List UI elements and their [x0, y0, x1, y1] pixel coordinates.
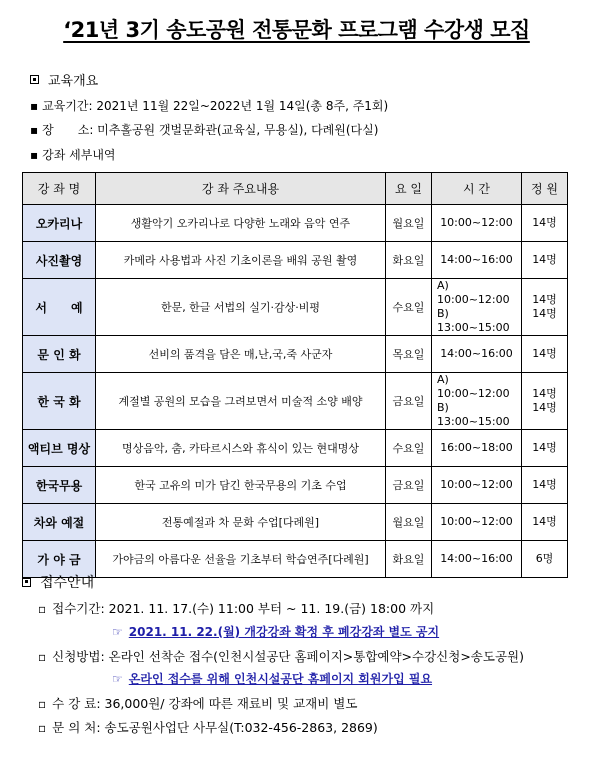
reception-heading-label: 접수안내	[40, 575, 95, 591]
course-name-cell: 액티브 명상	[23, 430, 96, 467]
course-capacity-cell	[522, 205, 568, 242]
header-time: 시 간	[432, 173, 522, 205]
pointing-arrow-icon: ☞	[112, 672, 123, 686]
table-row	[23, 336, 568, 373]
course-capacity-cell	[522, 279, 568, 336]
course-time-slot: 10:00~12:00	[440, 478, 513, 491]
course-desc-cell: 한국 고유의 미가 담긴 한국무용의 기초 수업	[96, 467, 386, 504]
course-time-slot: 10:00~12:00	[440, 216, 513, 229]
table-row	[23, 467, 568, 504]
table-row	[23, 373, 568, 430]
pointing-arrow-icon: ☞	[112, 625, 123, 639]
course-name-cell: 서 예	[23, 279, 96, 336]
course-time-cell	[432, 373, 522, 430]
course-day-cell: 목요일	[386, 336, 432, 373]
course-capacity-value: 14명	[532, 401, 557, 414]
square-bullet-icon	[22, 578, 31, 587]
course-time-cell	[432, 504, 522, 541]
course-time-slot: 16:00~18:00	[440, 441, 513, 454]
course-capacity-value: 14명	[532, 216, 557, 229]
course-time-cell	[432, 336, 522, 373]
table-row	[23, 242, 568, 279]
course-capacity-value: 14명	[532, 307, 557, 320]
course-name-cell: 문 인 화	[23, 336, 96, 373]
small-bullet-icon: ▫	[38, 697, 47, 711]
course-name-cell: 차와 예절	[23, 504, 96, 541]
table-row	[23, 541, 568, 578]
course-capacity-cell	[522, 373, 568, 430]
bullet-icon: ▪	[30, 123, 39, 137]
course-name-cell: 가 야 금	[23, 541, 96, 578]
course-desc-cell: 한문, 한글 서법의 실기·감상·비평	[96, 279, 386, 336]
course-name-cell: 한 국 화	[23, 373, 96, 430]
course-table	[22, 172, 568, 578]
course-capacity-cell	[522, 242, 568, 279]
bullet-icon: ▪	[30, 99, 39, 113]
course-day-cell: 수요일	[386, 430, 432, 467]
course-desc-cell: 계절별 공원의 모습을 그려보면서 미술적 소양 배양	[96, 373, 386, 430]
header-capacity: 정 원	[522, 173, 568, 205]
reception-fee: ▫ 수 강 료: 36,000원/ 강좌에 따른 재료비 및 교재비 별도	[38, 696, 358, 711]
course-desc-cell: 생활악기 오카리나로 다양한 노래와 음악 연주	[96, 205, 386, 242]
course-desc-cell: 명상음악, 춤, 카타르시스와 휴식이 있는 현대명상	[96, 430, 386, 467]
course-time-cell	[432, 430, 522, 467]
course-capacity-value: 14명	[532, 253, 557, 266]
course-time-slot: 10:00~12:00	[440, 515, 513, 528]
bullet-icon: ▪	[30, 148, 39, 162]
small-bullet-icon: ▫	[38, 602, 47, 616]
course-capacity-cell	[522, 541, 568, 578]
reception-contact: ▫ 문 의 처: 송도공원사업단 사무실(T:032-456-2863, 2869)	[38, 720, 378, 735]
course-name-cell: 사진촬영	[23, 242, 96, 279]
course-day-cell: 금요일	[386, 373, 432, 430]
course-capacity-value: 6명	[535, 552, 554, 565]
course-capacity-cell	[522, 467, 568, 504]
course-time-slot: 14:00~16:00	[440, 253, 513, 266]
header-day: 요 일	[386, 173, 432, 205]
course-time-slot: B) 13:00~15:00	[437, 307, 510, 334]
table-row	[23, 504, 568, 541]
header-course-name: 강 좌 명	[23, 173, 96, 205]
course-capacity-value: 14명	[532, 387, 557, 400]
course-capacity-value: 14명	[532, 515, 557, 528]
course-day-cell: 금요일	[386, 467, 432, 504]
course-time-slot: B) 13:00~15:00	[437, 401, 510, 428]
course-capacity-value: 14명	[532, 441, 557, 454]
course-time-cell	[432, 205, 522, 242]
overview-heading	[30, 70, 98, 89]
course-time-slot: 14:00~16:00	[440, 347, 513, 360]
reception-period: ▫ 접수기간: 2021. 11. 17.(수) 11:00 부터 ~ 11. 19.(금) 18:00 까지	[38, 601, 435, 616]
small-bullet-icon: ▫	[38, 721, 47, 735]
course-time-cell	[432, 541, 522, 578]
course-desc-cell: 가야금의 아름다운 선율을 기초부터 학습연주[다례원]	[96, 541, 386, 578]
reception-period-note: ☞ 2021. 11. 22.(월) 개강강좌 확정 후 폐강강좌 별도 공지	[112, 625, 440, 639]
overview-item-location: ▪ 장 소: 미추홀공원 갯벌문화관(교육실, 무용실), 다례원(다실)	[30, 123, 379, 137]
course-desc-cell: 카메라 사용법과 사진 기초이론을 배워 공원 촬영	[96, 242, 386, 279]
header-course-content: 강 좌 주요내용	[96, 173, 386, 205]
table-row	[23, 430, 568, 467]
course-day-cell: 월요일	[386, 205, 432, 242]
overview-item-period: ▪ 교육기간: 2021년 11월 22일~2022년 1월 14일(총 8주, 주1회)	[30, 99, 389, 113]
course-name-cell: 오카리나	[23, 205, 96, 242]
course-day-cell: 월요일	[386, 504, 432, 541]
table-header-row	[23, 173, 568, 205]
overview-item-details: ▪ 강좌 세부내역	[30, 148, 116, 162]
reception-method-note: ☞ 온라인 접수를 위해 인천시설공단 홈페이지 회원가입 필요	[112, 672, 433, 686]
page-title: ‘21년 3기 송도공원 전통문화 프로그램 수강생 모집	[63, 18, 530, 42]
course-capacity-cell	[522, 430, 568, 467]
course-desc-cell: 전통예절과 차 문화 수업[다례원]	[96, 504, 386, 541]
course-capacity-cell	[522, 504, 568, 541]
course-time-slot: A) 10:00~12:00	[437, 279, 510, 306]
course-time-cell	[432, 242, 522, 279]
course-time-slot: 14:00~16:00	[440, 552, 513, 565]
small-bullet-icon: ▫	[38, 650, 47, 664]
table-row	[23, 205, 568, 242]
course-day-cell: 화요일	[386, 541, 432, 578]
course-day-cell: 화요일	[386, 242, 432, 279]
course-time-slot: A) 10:00~12:00	[437, 373, 510, 400]
course-capacity-value: 14명	[532, 347, 557, 360]
course-name-cell: 한국무용	[23, 467, 96, 504]
course-day-cell: 수요일	[386, 279, 432, 336]
course-capacity-value: 14명	[532, 478, 557, 491]
course-desc-cell: 선비의 품격을 담은 매,난,국,죽 사군자	[96, 336, 386, 373]
course-capacity-value: 14명	[532, 293, 557, 306]
course-time-cell	[432, 279, 522, 336]
course-capacity-cell	[522, 336, 568, 373]
reception-method: ▫ 신청방법: 온라인 선착순 접수(인천시설공단 홈페이지>통합예약>수강신청>송도공원)	[38, 649, 524, 664]
table-row	[23, 279, 568, 336]
reception-heading	[22, 572, 94, 592]
overview-heading-label: 교육개요	[48, 74, 99, 89]
course-time-cell	[432, 467, 522, 504]
square-bullet-icon	[30, 75, 39, 84]
